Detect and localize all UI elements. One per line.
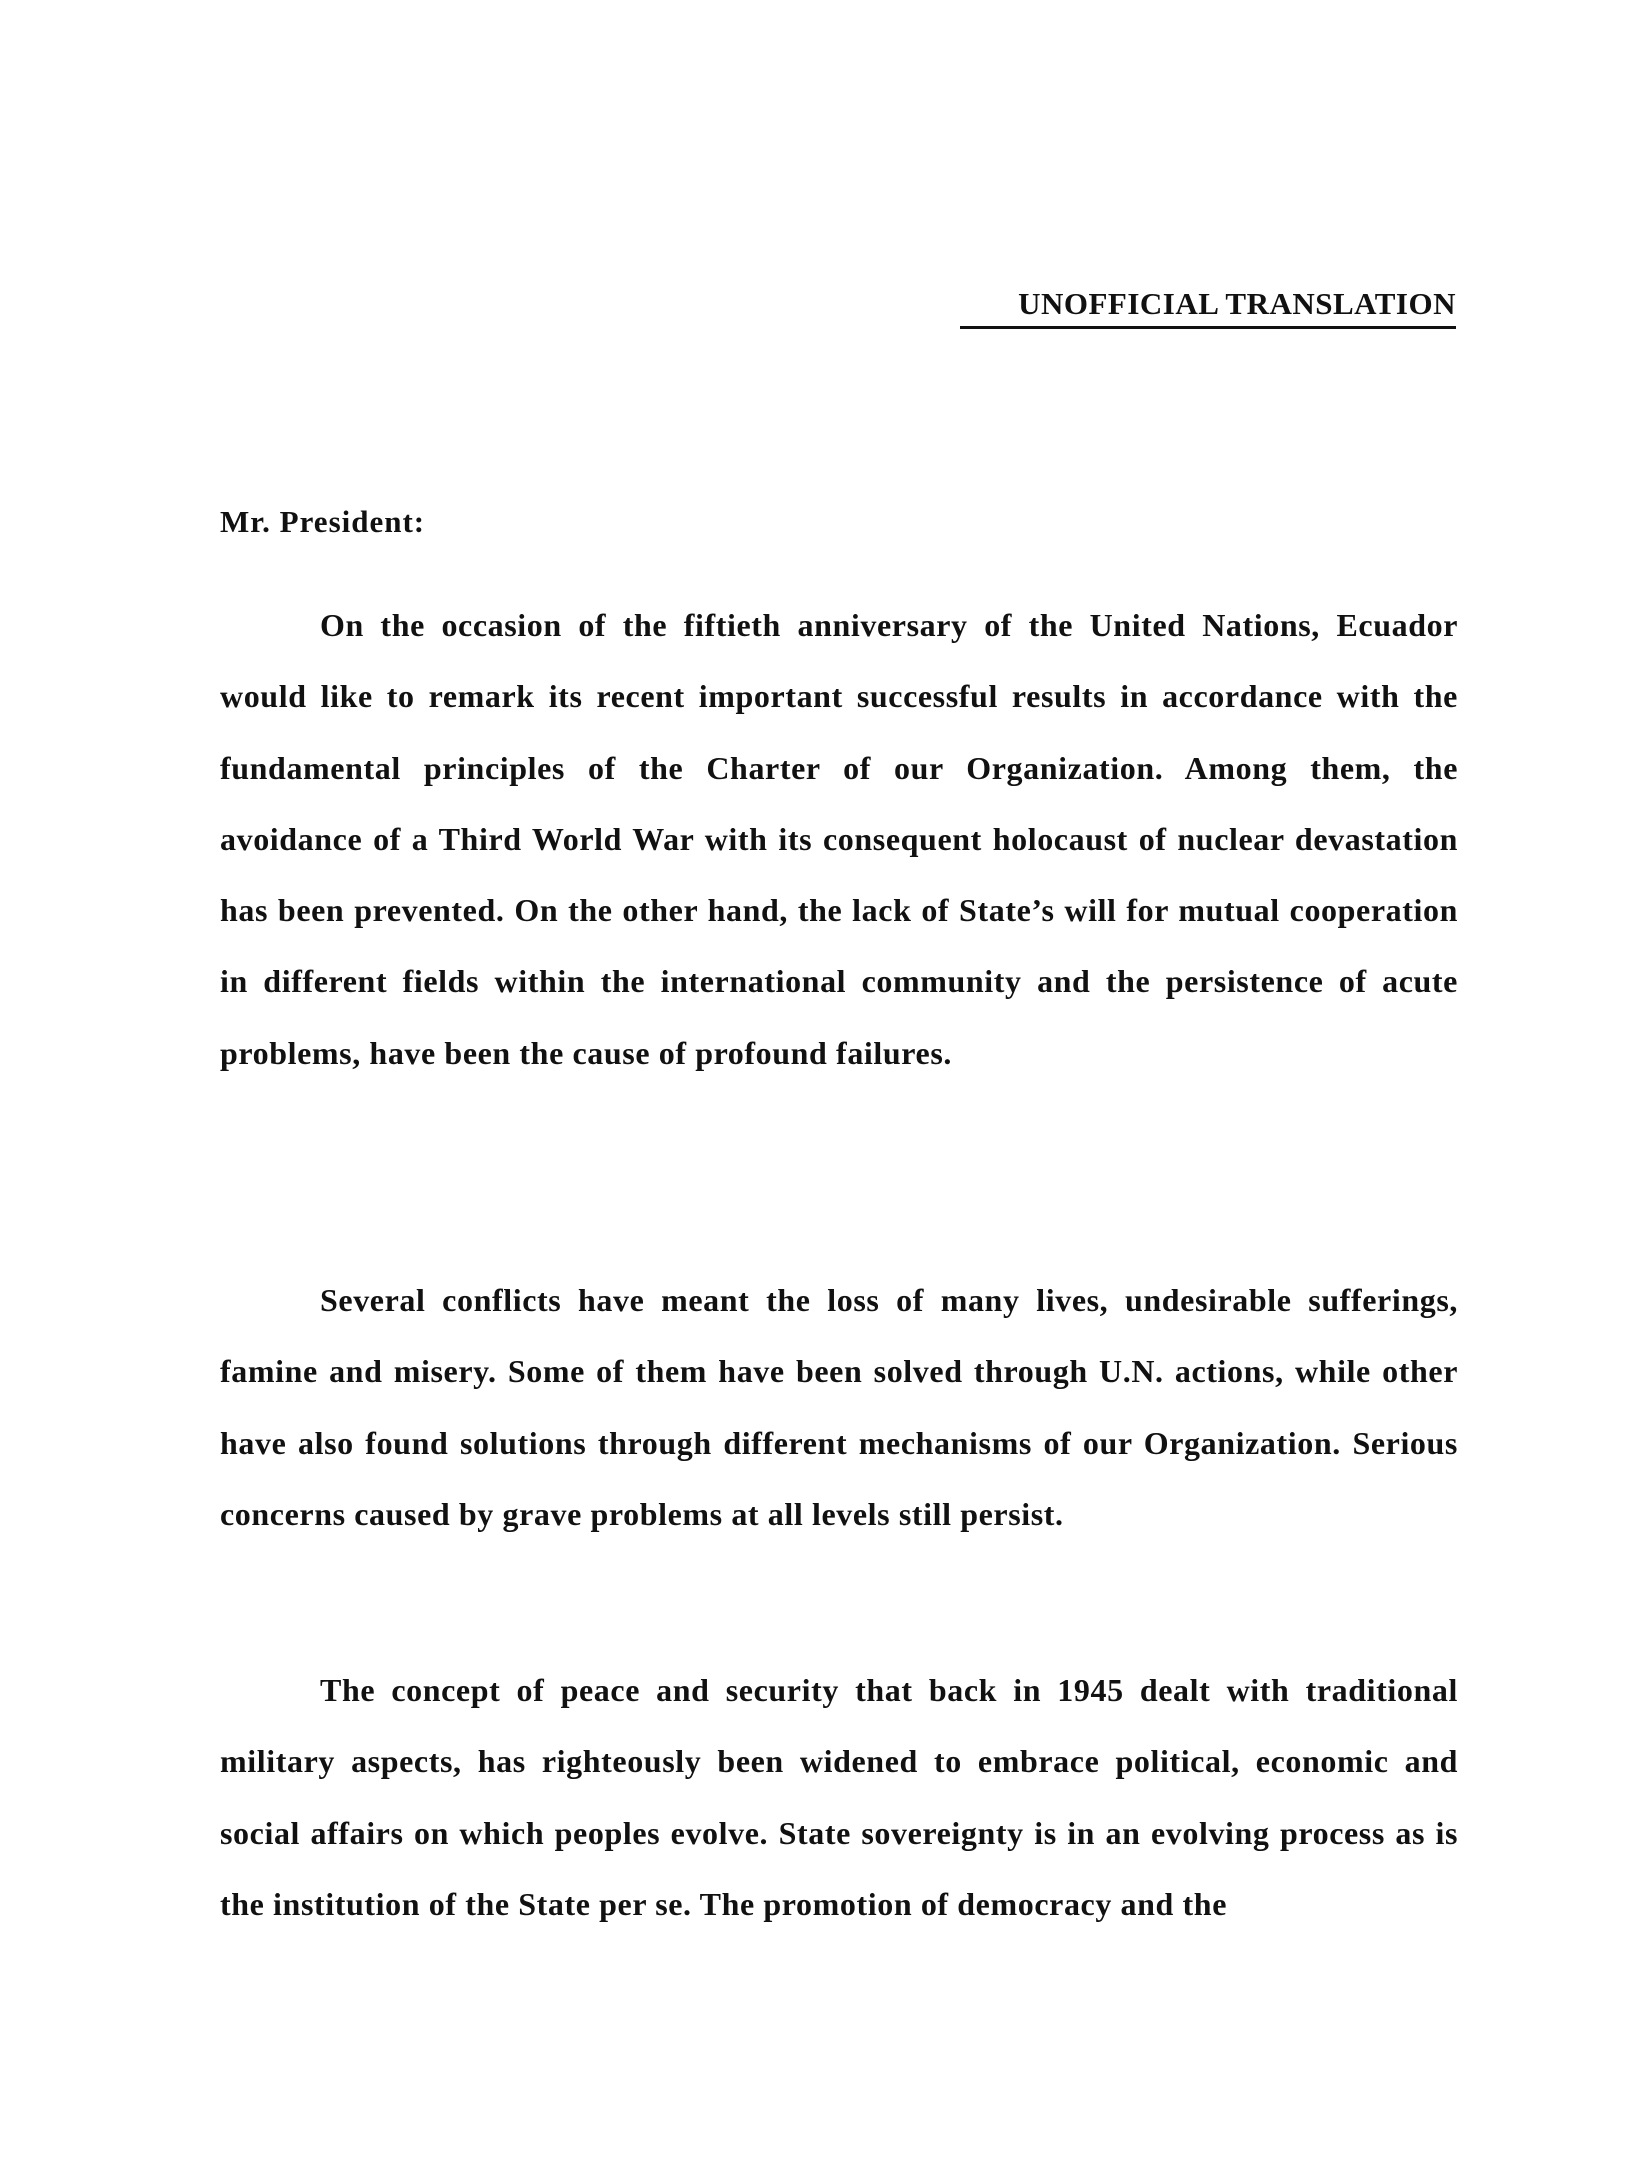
paragraph: On the occasion of the fiftieth anniversary of the United Nations, Ecuador would like to remark its recent important successful results in accordance with the fundamental principles of the Charter of our Organization. Among them, the avoidance of a Third World War with its consequent holocaust of nuclear devastation has been prevented. On the other hand, the lack of State’s will for mutual cooperation in different fields within the international community and the persistence of acute problems, have been the cause of profound failures.: [220, 607, 1458, 1071]
salutation: Mr. President:: [220, 504, 426, 539]
paragraph-block-1: [220, 590, 1458, 1089]
paragraph: The concept of peace and security that back in 1945 dealt with traditional military aspects, has righteously been widened to embrace political, economic and social affairs on which peoples evolve. State sovereignty is in an evolving process as is the institution of the State per se. The promotion of democracy and the: [220, 1672, 1458, 1922]
paragraph: Several conflicts have meant the loss of many lives, undesirable sufferings, famine and misery. Some of them have been solved through U.N. actions, while other have also found solutions through different mechanisms of our Organization. Serious concerns caused by grave problems at all levels still persist.: [220, 1282, 1458, 1532]
paragraph-block-3: [220, 1655, 1458, 1940]
paragraph-block-2: [220, 1265, 1458, 1550]
document-heading: UNOFFICIAL TRANSLATION: [960, 284, 1456, 329]
